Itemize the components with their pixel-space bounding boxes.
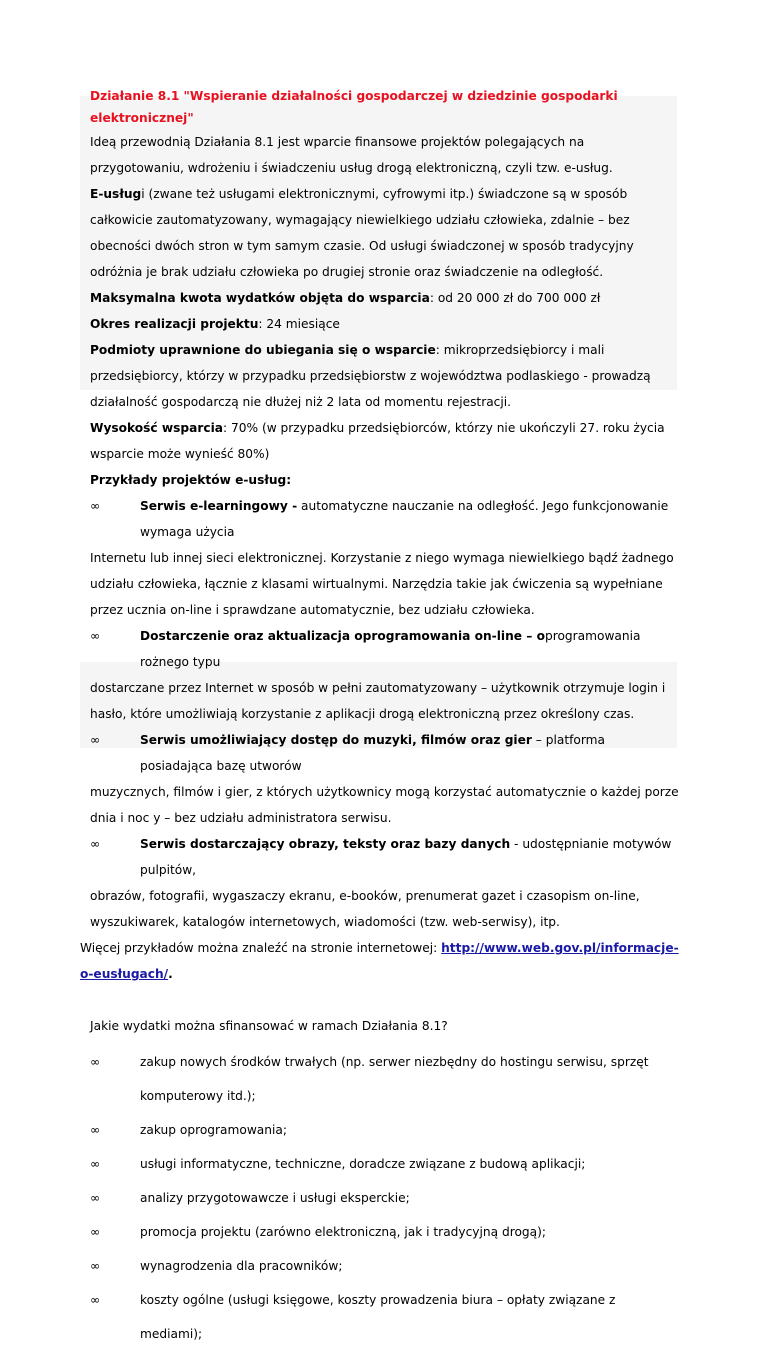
max-amount-line: Maksymalna kwota wydatków objęta do wsparcia: od 20 000 zł do 700 000 zł xyxy=(90,291,601,305)
list-item: ∞ wynagrodzenia dla pracowników; xyxy=(90,1249,680,1283)
bullet-icon: ∞ xyxy=(90,733,101,747)
eusl-term: E-usług xyxy=(90,187,142,201)
bullet-icon: ∞ xyxy=(90,1123,101,1137)
eusl-paragraph: E-usługi (zwane też usługami elektronicznymi, cyfrowymi itp.) świadczone są w sposób całkowicie zautomatyzowany, wymagający niewielkiego udziału człowieka, zdalnie – bez obecności dwóch stron w tym samym czasie. Od usługi świadczonej w sposób tradycyjny odróżnia je brak udziału człowieka po drugiej stronie oraz świadczenie na odległość. xyxy=(90,187,634,279)
example-item: ∞ Serwis dostarczający obrazy, teksty oraz bazy danych - udostępnianie motywów pulpitów, obrazów, fotografii, wygaszaczy ekranu, e-booków, prenumerat gazet i czasopism on-line, wyszukiwarek, katalogów internetowych, wiadomości (tzw. web-serwisy), itp. xyxy=(90,831,680,935)
more-examples-line: Więcej przykładów można znaleźć na stronie internetowej: http://www.web.gov.pl/informacje-o-eusługach/. xyxy=(80,941,679,981)
list-item: ∞ koszty ogólne (usługi księgowe, koszty prowadzenia biura – opłaty związane z mediami); xyxy=(90,1283,680,1351)
spacer xyxy=(90,987,680,1013)
list-item: ∞ zakup oprogramowania; xyxy=(90,1113,680,1147)
example-item: ∞ Serwis e-learningowy - automatyczne nauczanie na odległość. Jego funkcjonowanie wymaga użycia Internetu lub innej sieci elektronicznej. Korzystanie z niego wymaga niewielkiego bądź żadnego udziału człowieka, łącznie z klasami wirtualnymi. Narzędzia takie jak ćwiczenia są wypełniane przez ucznia on-line i sprawdzane automatycznie, bez udziału człowieka. xyxy=(90,493,680,623)
eusl-link[interactable]: http://www.web.gov.pl/informacje-o-eusługach/ xyxy=(80,941,679,981)
bullet-icon: ∞ xyxy=(90,1157,101,1171)
bullet-icon: ∞ xyxy=(90,1225,101,1239)
rate-paragraph: Wysokość wsparcia: 70% (w przypadku przedsiębiorców, którzy nie ukończyli 27. roku życia wsparcie może wynieść 80%) xyxy=(90,421,665,461)
list-item: ∞ analizy przygotowawcze i usługi eksperckie; xyxy=(90,1181,680,1215)
bullet-icon: ∞ xyxy=(90,1259,101,1273)
bullet-icon: ∞ xyxy=(90,499,101,513)
eusl-text: (zwane też usługami elektronicznymi, cyfrowymi itp.) świadczone są w sposób całkowicie zautomatyzowany, wymagający niewielkiego udziału człowieka, zdalnie – bez obecności dwóch stron w tym samym czasie. Od usługi świadczonej w sposób tradycyjny odróżnia je brak udziału człowieka po drugiej stronie oraz świadczenie na odległość. xyxy=(90,187,634,279)
bullet-icon: ∞ xyxy=(90,837,101,851)
costs-list xyxy=(90,1045,680,1351)
example-item: ∞ Serwis umożliwiający dostęp do muzyki, filmów oraz gier – platforma posiadająca bazę utworów muzycznych, filmów i gier, z których użytkownicy mogą korzystać automatycznie o każdej porze dnia i noc y – bez udziału administratora serwisu. xyxy=(90,727,680,831)
document-body xyxy=(80,85,680,1351)
list-item: ∞ usługi informatyczne, techniczne, doradcze związane z budową aplikacji; xyxy=(90,1147,680,1181)
examples-heading: Przykłady projektów e-usług: xyxy=(90,473,292,487)
list-item: ∞ promocja projektu (zarówno elektroniczną, jak i tradycyjną drogą); xyxy=(90,1215,680,1249)
intro-paragraph: Ideą przewodnią Działania 8.1 jest wparcie finansowe projektów polegających na przygotowaniu, wdrożeniu i świadczeniu usług drogą elektroniczną, czyli tzw. e-usług. xyxy=(90,135,613,175)
bullet-icon: ∞ xyxy=(90,629,101,643)
bullet-icon: ∞ xyxy=(90,1293,101,1307)
bullet-icon: ∞ xyxy=(90,1191,101,1205)
costs-heading: Jakie wydatki można sfinansować w ramach Działania 8.1? xyxy=(90,1019,448,1033)
period-line: Okres realizacji projektu: 24 miesiące xyxy=(90,317,340,331)
eligible-paragraph: Podmioty uprawnione do ubiegania się o wsparcie: mikroprzedsiębiorcy i mali przedsiębiorcy, którzy w przypadku przedsiębiorstw z województwa podlaskiego - prowadzą działalność gospodarczą nie dłużej niż 2 lata od momentu rejestracji. xyxy=(90,343,651,409)
list-item: ∞ zakup nowych środków trwałych (np. serwer niezbędny do hostingu serwisu, sprzęt komputerowy itd.); xyxy=(90,1045,680,1113)
page-title: Działanie 8.1 "Wspieranie działalności gospodarczej w dziedzinie gospodarki elektronicznej" xyxy=(90,89,618,125)
bullet-icon: ∞ xyxy=(90,1055,101,1069)
example-item: ∞ Dostarczenie oraz aktualizacja oprogramowania on-line – oprogramowania rożnego typu dostarczane przez Internet w sposób w pełni zautomatyzowany – użytkownik otrzymuje login i hasło, które umożliwiają korzystanie z aplikacji drogą elektroniczną przez określony czas. xyxy=(90,623,680,727)
